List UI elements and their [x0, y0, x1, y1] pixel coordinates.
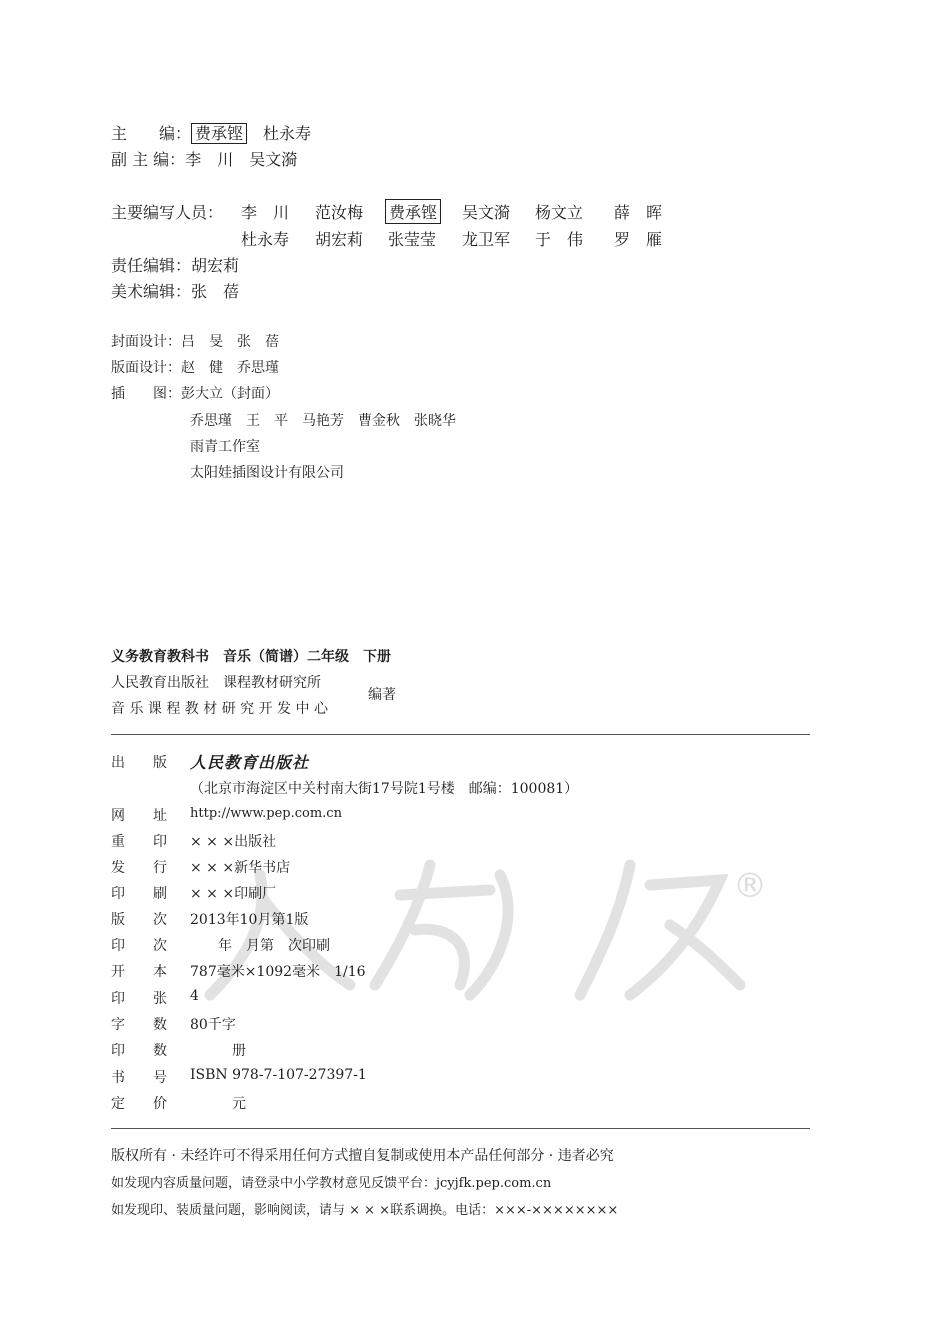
deputy-editor-line	[111, 147, 297, 170]
writer-name: 龙卫军	[462, 230, 511, 249]
info-label: 印 次	[111, 938, 167, 954]
layout-design-names: 赵 健 乔思瑾	[181, 360, 279, 376]
compiled-by-label: 编著	[368, 687, 396, 703]
info-value: 元	[190, 1096, 246, 1112]
illustration-studio: 雨青工作室	[190, 439, 260, 455]
info-label: 印 张	[111, 991, 167, 1007]
illustration-label: 插 图：	[111, 386, 181, 402]
info-value: × × ×印刷厂	[190, 886, 277, 902]
layout-design-label: 版面设计：	[111, 360, 181, 376]
writer-name: 于 伟	[535, 230, 584, 249]
book-title: 义务教育教科书 音乐（简谱）二年级 下册	[111, 649, 391, 665]
info-label: 定 价	[111, 1096, 167, 1112]
info-value: 年 月第 次印刷	[190, 938, 330, 954]
art-editor-name: 张 蓓	[191, 282, 240, 301]
cover-design-names: 吕 旻 张 蓓	[181, 334, 279, 350]
responsible-editor-line	[111, 253, 239, 276]
cover-design-line	[111, 331, 279, 351]
illustration-cover: 彭大立（封面）	[181, 386, 279, 402]
writer-name: 李 川	[241, 203, 290, 222]
writer-name: 张莹莹	[388, 230, 437, 249]
info-value: 787毫米×1092毫米 1/16	[190, 964, 366, 980]
writer-name: 薛 晖	[614, 203, 663, 222]
illustration-line	[111, 383, 279, 403]
info-label: 版 次	[111, 912, 167, 928]
writer-name: 范汝梅	[315, 203, 364, 222]
info-value: × × ×新华书店	[190, 860, 291, 876]
responsible-editor-name: 胡宏莉	[191, 256, 240, 275]
info-value: ISBN 978-7-107-27397-1	[190, 1067, 367, 1083]
registered-mark: ®	[733, 866, 767, 906]
info-label: 重 印	[111, 834, 167, 850]
art-editor-line	[111, 279, 239, 302]
cover-design-label: 封面设计：	[111, 334, 181, 350]
illustration-artists: 乔思瑾 王 平 马艳芳 曹金秋 张晓华	[190, 413, 456, 429]
info-label: 印 数	[111, 1043, 167, 1059]
divider-top	[111, 734, 810, 735]
info-value: × × ×出版社	[190, 834, 277, 850]
writer-name: 杨文立	[535, 203, 584, 222]
writer-name: 胡宏莉	[315, 230, 364, 249]
art-editor-label: 美术编辑：	[111, 282, 192, 301]
info-label: 发 行	[111, 860, 167, 876]
chief-editor-label: 主 编：	[111, 124, 192, 143]
info-label: 书 号	[111, 1070, 167, 1086]
info-label: 开 本	[111, 964, 167, 980]
print-quality-notice: 如发现印、装质量问题，影响阅读，请与 × × ×联系调换。电话：×××-××××××××	[111, 1203, 619, 1218]
copyright-notice: 版权所有 · 未经许可不得采用任何方式擅自复制或使用本产品任何部分 · 违者必究	[111, 1148, 614, 1164]
info-value: 2013年10月第1版	[190, 912, 309, 928]
main-writers-label: 主要编写人员：	[111, 203, 224, 222]
writer-name: 罗 雁	[614, 230, 663, 249]
deputy-editor-names: 李 川 吴文漪	[185, 150, 298, 169]
divider-bottom	[111, 1128, 810, 1129]
info-value: 4	[190, 988, 199, 1004]
writer-name: 杜永寿	[241, 230, 290, 249]
publisher-logo-text: 人民教育出版社	[190, 753, 310, 772]
info-label: 印 刷	[111, 886, 167, 902]
chief-editor-other-name: 杜永寿	[263, 124, 312, 143]
info-value: 册	[190, 1043, 246, 1059]
deputy-editor-label: 副 主 编：	[111, 150, 186, 169]
publisher-label: 出 版	[111, 755, 167, 771]
compiling-org-1: 人民教育出版社 课程教材研究所	[111, 675, 321, 691]
responsible-editor-label: 责任编辑：	[111, 256, 192, 275]
layout-design-line	[111, 357, 279, 377]
content-quality-notice: 如发现内容质量问题，请登录中小学教材意见反馈平台：jcyjfk.pep.com.cn	[111, 1176, 552, 1191]
compiling-org-2: 音 乐 课 程 教 材 研 究 开 发 中 心	[111, 701, 328, 717]
writer-name: 吴文漪	[462, 203, 511, 222]
info-value: http://www.pep.com.cn	[190, 806, 342, 821]
chief-editor-boxed-name: 费承铿	[191, 123, 247, 144]
writer-name-boxed: 费承铿	[385, 199, 441, 224]
info-label: 网 址	[111, 808, 167, 824]
info-value: 80千字	[190, 1017, 236, 1033]
chief-editor-line	[111, 121, 311, 144]
publisher-address: （北京市海淀区中关村南大街17号院1号楼 邮编：100081）	[190, 781, 579, 797]
illustration-company: 太阳娃插图设计有限公司	[190, 465, 344, 481]
info-label: 字 数	[111, 1017, 167, 1033]
